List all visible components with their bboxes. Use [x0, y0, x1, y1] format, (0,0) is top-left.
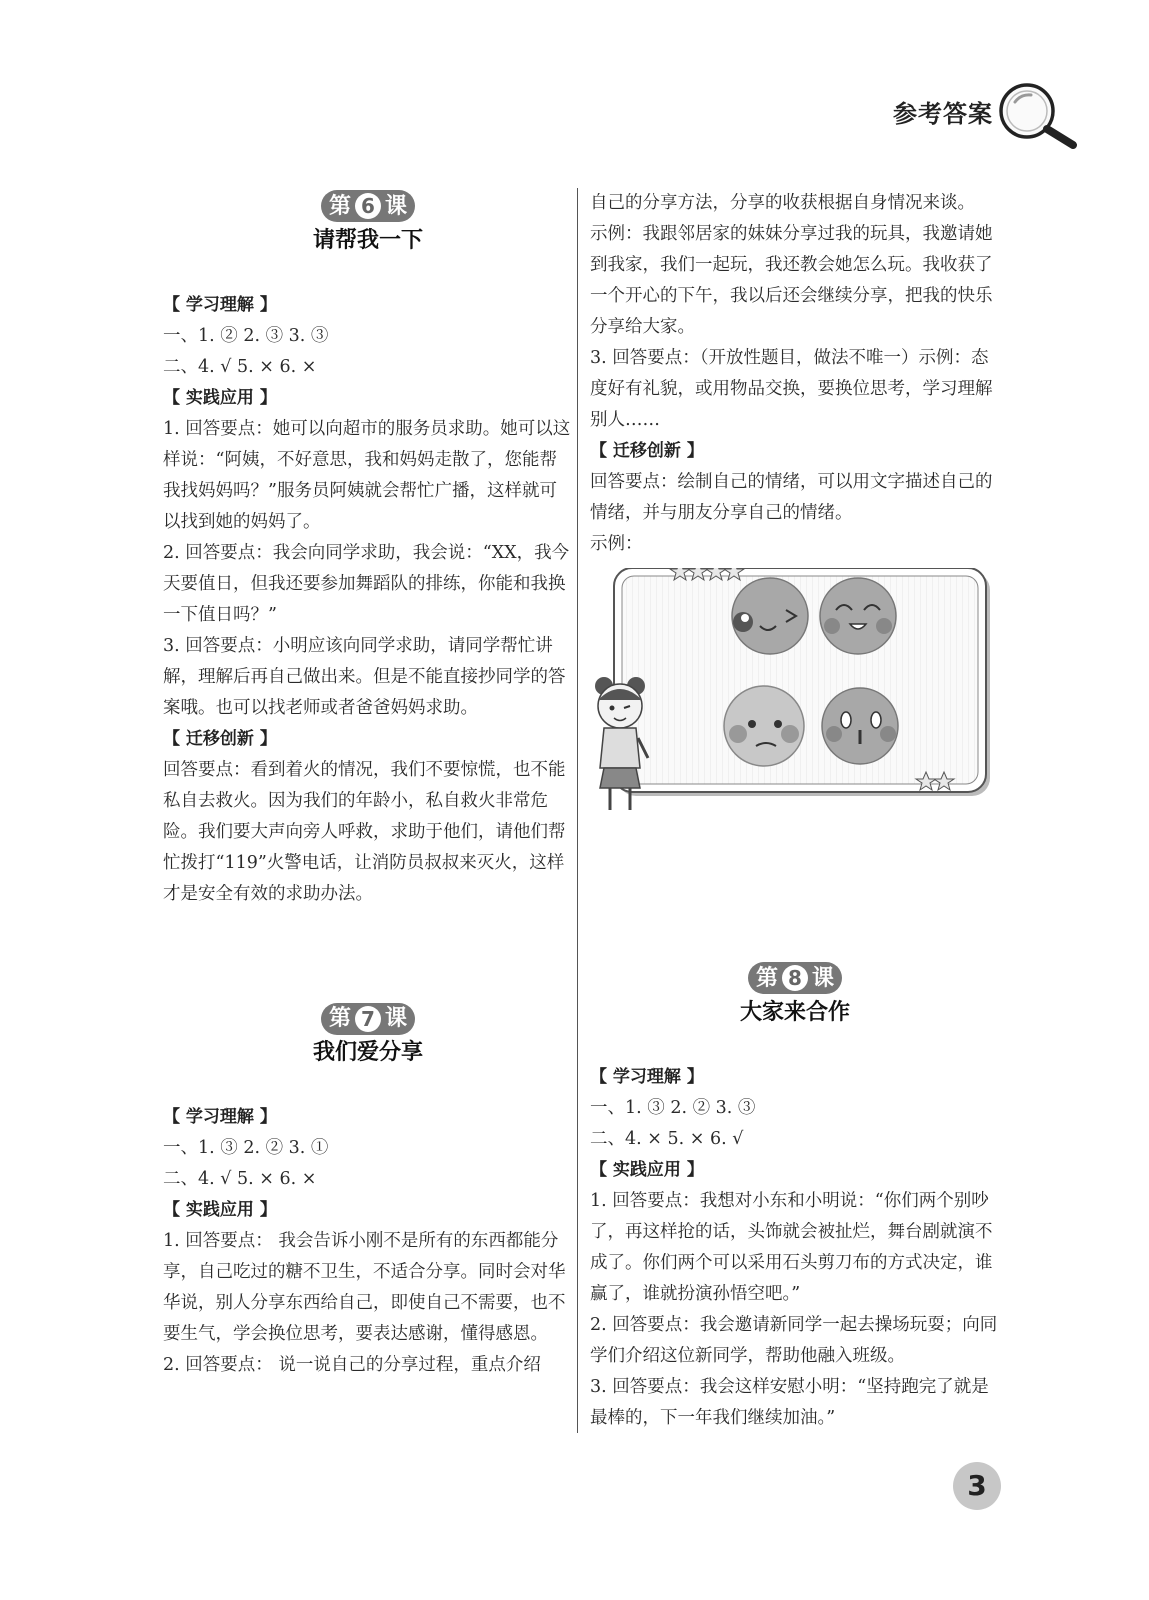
lesson7-badge: 第 7 课 [321, 1003, 415, 1035]
lesson8-sec-practice: 【 实践应用 】 [590, 1159, 704, 1180]
lesson6-sec-transfer: 【 迁移创新 】 [163, 728, 277, 749]
right-column [590, 188, 1000, 1434]
lesson7-sec-learn: 【 学习理解 】 [163, 1107, 277, 1127]
lesson8-title: 大家来合作 [739, 999, 850, 1025]
answer-paragraph: 回答要点：看到着火的情况，我们不要惊慌，也不能私自去救火。因为我们的年龄小，私自救火非常危险。我们要大声向旁人呼救，求助于他们，请他们帮忙拨打“119”火警电话，让消防员叔叔来灭火，这样才是安全有效的求助办法。 [163, 759, 566, 904]
answer-paragraph: 1. 回答要点： 我会告诉小刚不是所有的东西都能分享，自己吃过的糖不卫生，不适合分享。同时会对华华说，别人分享东西给自己，即使自己不需要，也不要生气，学会换位思考，要表达感谢，懂得感恩。 [163, 1231, 566, 1344]
lesson7-sec-transfer: 【 迁移创新 】 [590, 441, 704, 461]
lesson6-badge-number: 6 [355, 193, 381, 219]
answer-paragraph: 回答要点：绘制自己的情绪，可以用文字描述自己的情绪，并与朋友分享自己的情绪。 [590, 472, 993, 523]
lesson8-badge: 第 8 课 [748, 962, 842, 994]
answer-line: 二、4. × 5. × 6. √ [590, 1128, 744, 1149]
answer-paragraph: 3. 回答要点：（开放性题目，做法不唯一）示例：态度好有礼貌，或用物品交换，要换位思考，学习理解别人…… [590, 348, 993, 430]
answer-line: 二、4. √ 5. × 6. × [163, 356, 317, 377]
lesson8-sec-learn: 【 学习理解 】 [590, 1066, 704, 1087]
answer-line: 一、1. ③ 2. ② 3. ① [163, 1138, 329, 1158]
answer-paragraph: 自己的分享方法，分享的收获根据自身情况来谈。 [590, 193, 975, 213]
answer-paragraph: 1. 回答要点：她可以向超市的服务员求助。她可以这样说：“阿姨，不好意思，我和妈妈走散了，您能帮我找妈妈吗？”服务员阿姨就会帮忙广播，这样就可以找到她的妈妈了。 [163, 418, 571, 532]
wink-face [732, 578, 808, 654]
lesson7-badge-number: 7 [355, 1006, 381, 1032]
answer-paragraph: 2. 回答要点： 说一说自己的分享过程，重点介绍 [163, 1355, 541, 1375]
answer-paragraph: 示例： [590, 534, 643, 554]
header-title: 参考答案 [893, 100, 993, 128]
lesson6-header [163, 190, 573, 256]
magnifier-icon [997, 80, 1079, 150]
emotion-illustration [590, 568, 1000, 834]
answer-paragraph: 3. 回答要点：我会这样安慰小明：“坚持跑完了就是最棒的，下一年我们继续加油。” [590, 1376, 989, 1428]
answer-line: 一、1. ③ 2. ② 3. ③ [590, 1097, 756, 1118]
answer-line: 二、4. √ 5. × 6. × [163, 1169, 317, 1189]
answer-paragraph: 2. 回答要点：我会向同学求助，我会说：“XX，我今天要值日，但我还要参加舞蹈队的排练，你能和我换一下值日吗？” [163, 542, 570, 625]
lesson7-sec-practice: 【 实践应用 】 [163, 1200, 277, 1220]
lesson8-badge-number: 8 [782, 965, 808, 991]
answer-paragraph: 3. 回答要点：小明应该向同学求助，请同学帮忙讲解，理解后再自己做出来。但是不能直接抄同学的答案哦。也可以找老师或者爸爸妈妈求助。 [163, 635, 566, 718]
lesson6-sec-practice: 【 实践应用 】 [163, 387, 277, 408]
answer-paragraph: 1. 回答要点：我想对小东和小明说：“你们两个别吵了，再这样抢的话，头饰就会被扯烂，舞台剧就演不成了。你们两个可以采用石头剪刀布的方式决定，谁赢了，谁就扮演孙悟空吧。” [590, 1190, 993, 1304]
surprised-face [822, 688, 898, 764]
lesson6-badge: 第 6 课 [321, 190, 415, 222]
lesson7-header [163, 1003, 573, 1069]
column-divider [577, 188, 578, 1433]
lesson8-header [590, 962, 1000, 1028]
page-number: 3 [953, 1462, 1001, 1510]
answer-paragraph: 示例：我跟邻居家的妹妹分享过我的玩具，我邀请她到我家，我们一起玩，我还教会她怎么玩。我收获了一个开心的下午，我以后还会继续分享，把我的快乐分享给大家。 [590, 224, 993, 337]
lesson7-title: 我们爱分享 [312, 1040, 423, 1065]
happy-face [820, 578, 896, 654]
sad-face [724, 686, 804, 766]
answer-paragraph: 2. 回答要点：我会邀请新同学一起去操场玩耍；向同学们介绍这位新同学，帮助他融入班级。 [590, 1314, 998, 1366]
lesson6-sec-learn: 【 学习理解 】 [163, 294, 277, 315]
lesson6-title: 请帮我一下 [312, 227, 423, 253]
answer-line: 一、1. ② 2. ③ 3. ③ [163, 325, 329, 346]
left-column [163, 190, 573, 1381]
emotion-board-image [590, 568, 1000, 823]
